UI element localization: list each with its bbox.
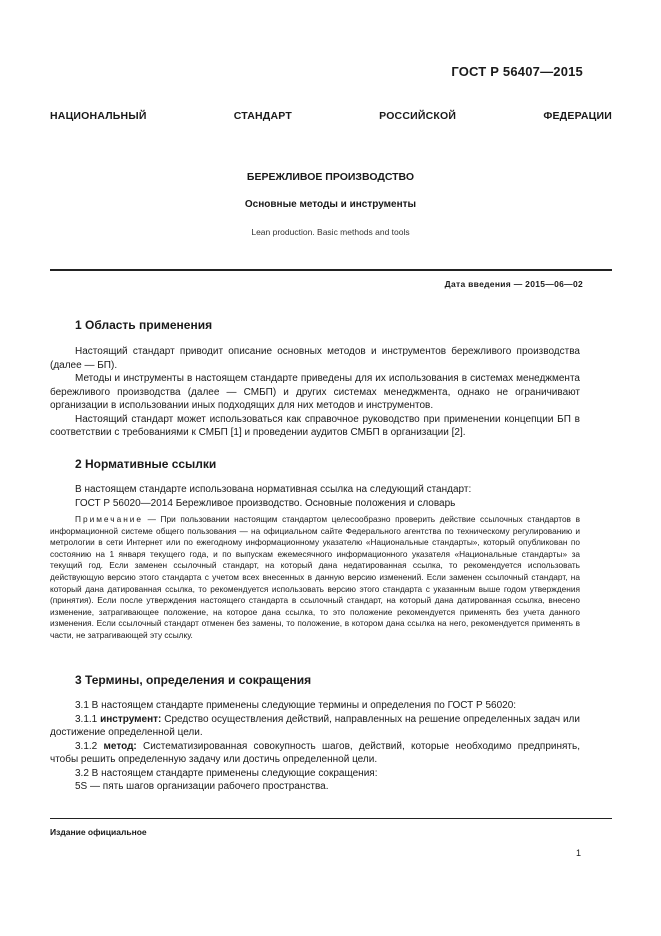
document-code: ГОСТ Р 56407—2015 — [451, 64, 583, 79]
term-number: 3.1.2 — [75, 740, 104, 752]
note — [50, 514, 580, 642]
title-divider — [50, 269, 612, 271]
section-normative-refs — [50, 457, 580, 642]
term-text: Средство осуществления действий, направленных на решение определенных задач или достижение определенной цели. — [50, 713, 580, 738]
document-subtitle: Основные методы и инструменты — [244, 199, 417, 210]
edition-label: Издание официальное — [50, 827, 147, 837]
paragraph: Методы и инструменты в настоящем стандарте приведены для их использования в системах менеджмента бережливого производства (далее — СМБП) и других системах менеджмента, однако не ограничивают организации в использовании иных подходящих для них методов и инструментов. — [50, 373, 580, 411]
paragraph: Настоящий стандарт может использоваться как справочное руководство при применении концепции БП в соответствии с требованиями к СМБП [1] и проведении аудитов СМБП в организации [2]. — [50, 413, 580, 438]
term-number: 3.1.1 — [75, 713, 101, 725]
term-definition — [50, 740, 580, 767]
english-title: Lean production. Basic methods and tools — [251, 227, 410, 237]
section-heading: 2 Нормативные ссылки — [75, 457, 217, 471]
section-heading: 3 Термины, определения и сокращения — [75, 673, 312, 687]
paragraph: В настоящем стандарте использована нормативная ссылка на следующий стандарт: — [75, 484, 472, 495]
page-number: 1 — [575, 848, 581, 858]
paragraph: 3.1 В настоящем стандарте применены следующие термины и определения по ГОСТ Р 56020: — [75, 700, 517, 711]
term-name: метод: — [103, 740, 137, 752]
reference-item: ГОСТ Р 56020—2014 Бережливое производство. Основные положения и словарь — [75, 497, 456, 509]
document-title: БЕРЕЖЛИВОЕ ПРОИЗВОДСТВО — [246, 171, 415, 183]
abbreviation-item: 5S — пять шагов организации рабочего пространства. — [75, 781, 329, 792]
note-label: Примечание — [75, 514, 144, 524]
national-standard-banner: НАЦИОНАЛЬНЫЙ СТАНДАРТ РОССИЙСКОЙ ФЕДЕРАЦИИ — [50, 110, 612, 122]
paragraph: 3.2 В настоящем стандарте применены следующие сокращения: — [75, 767, 378, 779]
section-terms — [50, 673, 580, 794]
section-heading: 1 Область применения — [75, 318, 213, 332]
introduction-date: Дата введения — 2015—06—02 — [444, 279, 583, 289]
section-scope — [50, 318, 580, 440]
paragraph: Настоящий стандарт приводит описание основных методов и инструментов бережливого производства (далее — БП). — [50, 346, 580, 371]
term-name: инструмент: — [100, 713, 162, 725]
term-text: Систематизированная совокупность шагов, действий, которые необходимо предпринять, чтобы решить определенную задачу или достичь определенной цели. — [50, 740, 580, 765]
term-definition — [50, 713, 580, 740]
footer-divider — [50, 818, 612, 819]
note-text: — При пользовании настоящим стандартом целесообразно проверить действие ссылочных стандартов в информационной системе общего пользования — на официальном сайте Федерального агентства по техническому регулированию и метрологии в сети Интернет или по ежегодному информационному указателю «Национальные стандарты», который опубликован по состоянию на 1 января текущего года, и по выпускам ежемесячного информационного указателя «Национальные стандарты» за текущий год. Если заменен ссылочный стандарт, на который дана недатированная ссылка, то рекомендуется использовать действующую версию этого стандарта с учетом всех внесенных в данную версию изменений. Если заменен ссылочный стандарт, на который дана датированная ссылка, то рекомендуется использовать версию этого стандарта с указанным выше годом утверждения (принятия). Если после утверждения настоящего стандарта в ссылочный стандарт, на который дана датированная ссылка, внесено изменение, затрагивающее положение, на которое дана ссылка, то это положение рекомендуется применять без учета данного изменения. Если ссылочный стандарт отменен без замены, то положение, в котором дана ссылка на него, рекомендуется применять в части, не затрагивающей эту ссылку. — [50, 514, 580, 640]
